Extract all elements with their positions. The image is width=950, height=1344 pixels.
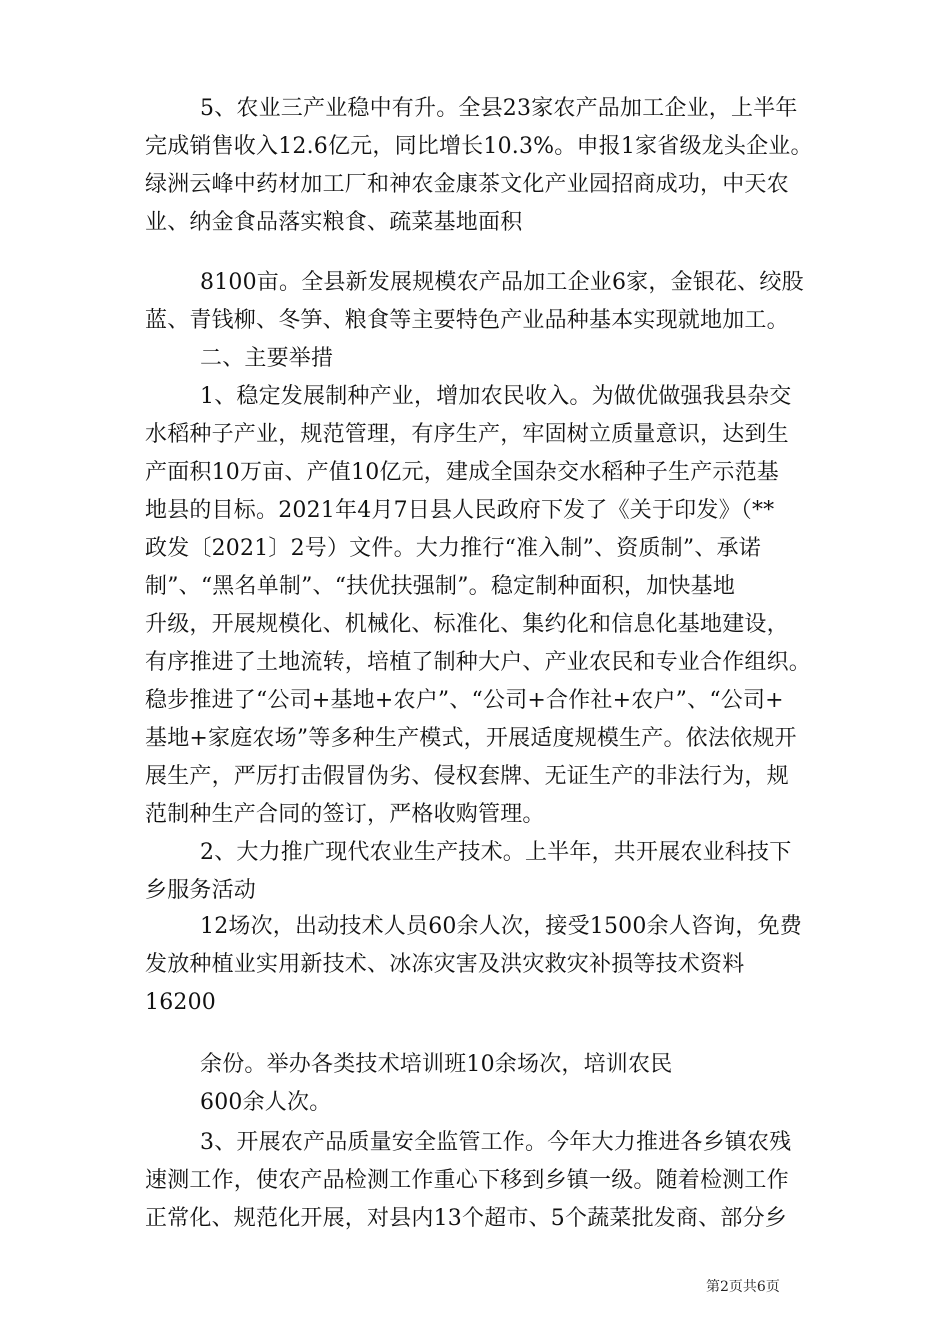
page-number: 第2页共6页: [706, 1279, 780, 1295]
text-line: 升级，开展规模化、机械化、标准化、集约化和信息化基地建设，: [145, 612, 789, 637]
text-line: 有序推进了土地流转，培植了制种大户、产业农民和专业合作组织。: [145, 650, 812, 675]
text-line: 12场次，出动技术人员60余人次，接受1500余人咨询，免费: [200, 914, 802, 939]
text-line: 余份。举办各类技术培训班10余场次，培训农民: [200, 1052, 673, 1077]
text-line: 绿洲云峰中药材加工厂和神农金康茶文化产业园招商成功，中天农: [145, 172, 789, 197]
text-line: 600余人次。: [200, 1090, 332, 1115]
text-line: 地县的目标。2021年4月7日县人民政府下发了《关于印发》（**: [145, 498, 775, 523]
text-line: 3、开展农产品质量安全监管工作。今年大力推进各乡镇农残: [200, 1130, 792, 1155]
text-line: 稳步推进了“公司+基地+农户”、“公司+合作社+农户”、“公司+: [145, 688, 784, 713]
text-line: 8100亩。全县新发展规模农产品加工企业6家，金银花、绞股: [200, 270, 804, 295]
text-line: 2、大力推广现代农业生产技术。上半年，共开展农业科技下: [200, 840, 792, 865]
text-line: 速测工作，使农产品检测工作重心下移到乡镇一级。随着检测工作: [145, 1168, 789, 1193]
text-line: 乡服务活动: [145, 878, 257, 903]
text-line: 1、稳定发展制种产业，增加农民收入。为做优做强我县杂交: [200, 384, 792, 409]
section-heading: 二、主要举措: [200, 346, 334, 371]
text-line: 发放种植业实用新技术、冰冻灾害及洪灾救灾补损等技术资料: [145, 952, 745, 977]
text-line: 16200: [145, 990, 216, 1015]
text-line: 业、纳金食品落实粮食、疏菜基地面积: [145, 210, 523, 235]
text-line: 产面积10万亩、产值10亿元，建成全国杂交水稻种子生产示范基: [145, 460, 779, 485]
text-line: 范制种生产合同的签订，严格收购管理。: [145, 802, 545, 827]
text-line: 水稻种子产业，规范管理，有序生产，牢固树立质量意识，达到生: [145, 422, 789, 447]
text-line: 基地+家庭农场”等多种生产模式，开展适度规模生产。依法依规开: [145, 726, 797, 751]
text-line: 正常化、规范化开展，对县内13个超市、5个蔬菜批发商、部分乡: [145, 1206, 787, 1231]
text-line: 制”、“黑名单制”、“扶优扶强制”。稳定制种面积，加快基地: [145, 574, 736, 599]
text-line: 展生产，严厉打击假冒伪劣、侵权套牌、无证生产的非法行为，规: [145, 764, 789, 789]
text-line: 政发〔2021〕2号）文件。大力推行“准入制”、资质制”、承诺: [145, 536, 761, 561]
text-line: 5、农业三产业稳中有升。全县23家农产品加工企业，上半年: [200, 96, 798, 121]
text-line: 完成销售收入12.6亿元，同比增长10.3%。申报1家省级龙头企业。: [145, 134, 813, 159]
text-line: 蓝、青钱柳、冬笋、粮食等主要特色产业品种基本实现就地加工。: [145, 308, 789, 333]
